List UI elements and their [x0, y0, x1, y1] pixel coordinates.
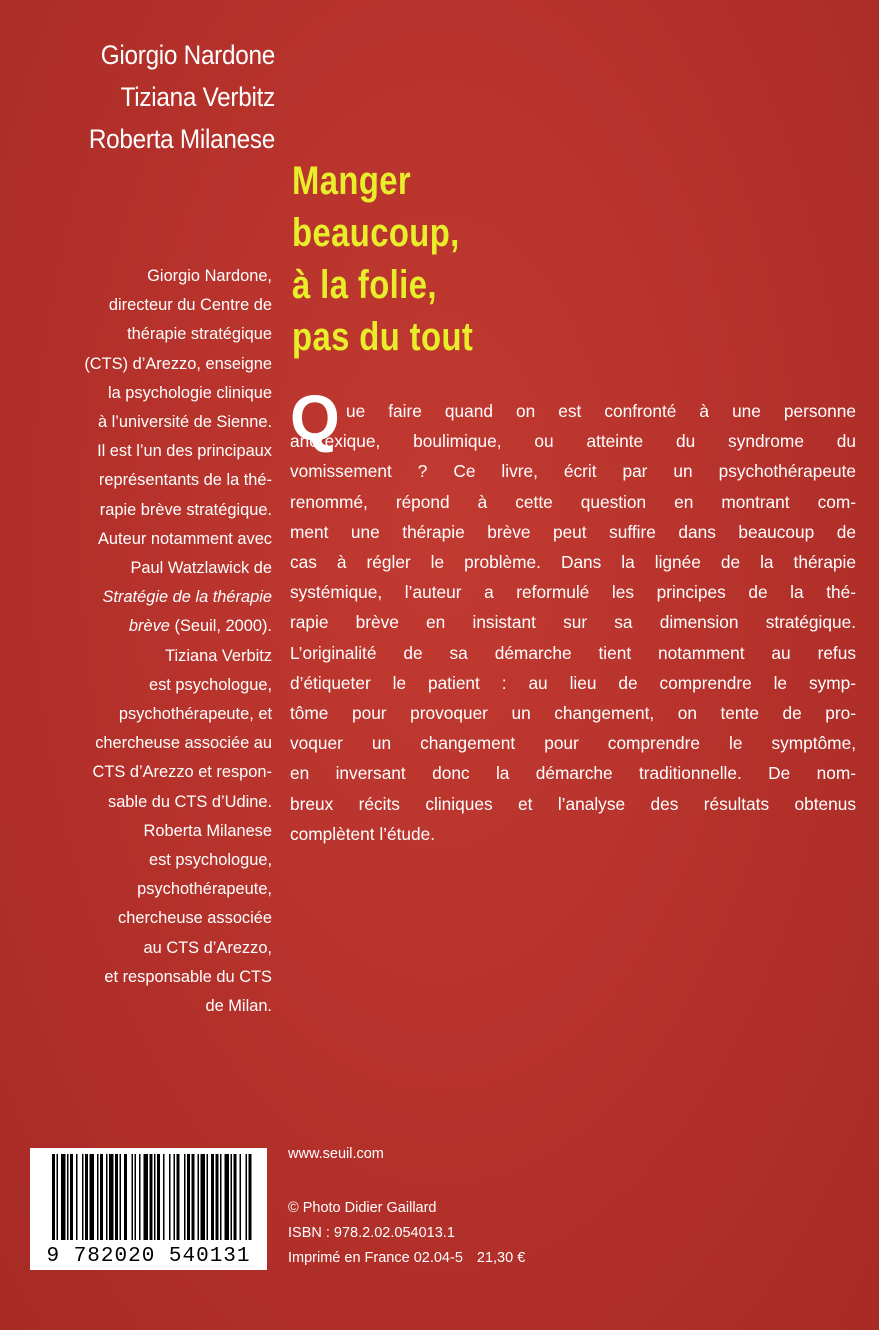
barcode-bar [135, 1154, 137, 1240]
barcode-bar [216, 1154, 219, 1240]
photo-credit: © Photo Didier Gaillard [288, 1200, 437, 1216]
bio-line: représentants de la thé- [98, 471, 272, 490]
barcode-bar [97, 1154, 99, 1240]
barcode-bars [30, 1154, 267, 1254]
bio-line: chercheuse associée [118, 909, 272, 928]
bio-line: psychothérapeute, [137, 880, 272, 899]
publisher-year: (Seuil, 2000). [174, 617, 272, 636]
bio-line: thérapie stratégique [127, 325, 272, 344]
barcode-bar [249, 1154, 252, 1240]
description-line: breux récits cliniques et l’analyse des résultats obtenus [290, 793, 856, 814]
barcode-bar [163, 1154, 165, 1240]
barcode-bar [187, 1154, 190, 1240]
bio-line: chercheuse associée au [95, 734, 272, 753]
bio-line: au CTS d’Arezzo, [143, 938, 272, 957]
author-name: Roberta Milanese [88, 124, 275, 154]
imprint-info [288, 1196, 525, 1271]
title-line: à la folie, [292, 263, 437, 307]
price: 21,30 € [476, 1250, 526, 1266]
bio-line: Paul Watzlawick de [130, 559, 272, 578]
bio-line: psychothérapeute, et [118, 705, 272, 724]
bio-line: la psychologie clinique [107, 383, 272, 402]
description-line: d’étiqueter le patient : au lieu de comprendre le symp- [290, 672, 856, 693]
barcode-bar [154, 1154, 156, 1240]
author-names [46, 34, 276, 160]
book-reference: Stratégie de la thérapie [102, 588, 272, 607]
barcode-bar [192, 1154, 195, 1240]
description-line: cas à régler le problème. Dans la lignée de la thérapie [290, 552, 856, 573]
barcode-bar [231, 1154, 233, 1240]
barcode-bar [157, 1154, 160, 1240]
author-name: Giorgio Nardone [100, 40, 275, 70]
isbn-text: ISBN : 978.2.02.054013.1 [288, 1225, 455, 1241]
book-title [292, 155, 620, 363]
barcode-bar [184, 1154, 186, 1240]
bio-line: et responsable du CTS [104, 967, 272, 986]
bio-line: à l’université de Sienne. [97, 413, 272, 432]
barcode-bar [82, 1154, 84, 1240]
barcode-bar [201, 1154, 206, 1240]
barcode-bar [115, 1154, 118, 1240]
barcode-bar [150, 1154, 153, 1240]
title-line: beaucoup, [292, 211, 460, 255]
barcode-bar [61, 1154, 66, 1240]
barcode-bar [177, 1154, 180, 1240]
bio-line: CTS d’Arezzo et respon- [92, 763, 272, 782]
bio-line: Roberta Milanese [143, 821, 272, 840]
barcode-bar [174, 1154, 176, 1240]
barcode-bar [67, 1154, 69, 1240]
barcode-bar [240, 1154, 242, 1240]
barcode-bar [90, 1154, 95, 1240]
barcode-bar [169, 1154, 171, 1240]
title-line: pas du tout [292, 315, 474, 359]
description-line: anorexique, boulimique, ou atteinte du syndrome du [290, 431, 856, 452]
barcode-bar [76, 1154, 78, 1240]
bio-line: Giorgio Nardone, [147, 267, 272, 285]
bio-line: de Milan. [205, 997, 272, 1016]
drop-cap: Q [290, 382, 340, 454]
bio-line [20, 583, 272, 612]
bio-line: rapie brève stratégique. [99, 500, 272, 519]
barcode-bar [139, 1154, 141, 1240]
barcode-bar [57, 1154, 59, 1240]
printed-in: Imprimé en France 02.04-5 [288, 1250, 463, 1266]
barcode-bar [207, 1154, 209, 1240]
title-line: Manger [292, 159, 412, 203]
barcode-bar [234, 1154, 237, 1240]
barcode-bar [52, 1154, 55, 1240]
barcode-bar [225, 1154, 230, 1240]
bio-line: sable du CTS d’Udine. [108, 792, 272, 811]
description-line: voquer un changement pour comprendre le symptôme, [290, 733, 856, 754]
barcode-bar [220, 1154, 222, 1240]
description-line: en inversant donc la démarche traditionnelle. De nom- [290, 763, 856, 784]
description-line: renommé, répond à cette question en montrant com- [290, 491, 856, 512]
barcode-digits: 9 782020 540131 [46, 1245, 251, 1268]
isbn-barcode [30, 1148, 267, 1270]
barcode-bar [70, 1154, 73, 1240]
barcode-bar [106, 1154, 108, 1240]
description-line: ue faire quand on est confronté à une personne [346, 401, 856, 421]
author-biography [20, 262, 272, 1021]
description-line: vomissement ? Ce livre, écrit par un psychothérapeute [290, 461, 856, 482]
barcode-bar [120, 1154, 122, 1240]
book-description [290, 396, 856, 849]
description-line: tôme pour provoquer un changement, on tente de pro- [290, 703, 856, 724]
bio-line: est psychologue, [148, 851, 272, 870]
publisher-website: www.seuil.com [288, 1146, 384, 1162]
print-line [288, 1246, 525, 1271]
bio-line: Il est l’un des principaux [97, 442, 272, 461]
bio-line: Tiziana Verbitz [165, 646, 272, 665]
barcode-bar [246, 1154, 248, 1240]
description-line: systémique, l’auteur a reformulé les principes de la thé- [290, 582, 856, 603]
barcode-bar [132, 1154, 134, 1240]
barcode-bar [211, 1154, 214, 1240]
book-reference: brève [128, 617, 170, 636]
description-line: L’originalité de sa démarche tient notamment au refus [290, 642, 856, 663]
description-line: rapie brève en insistant sur sa dimension stratégique. [290, 612, 856, 633]
bio-line: directeur du Centre de [108, 296, 272, 315]
barcode-bar [109, 1154, 114, 1240]
description-line: complètent l’étude. [290, 823, 436, 844]
bio-line: (CTS) d’Arezzo, enseigne [84, 354, 272, 373]
bio-line: Auteur notamment avec [97, 529, 272, 548]
barcode-bar [124, 1154, 127, 1240]
description-line: ment une thérapie brève peut suffire dans beaucoup de [290, 521, 856, 542]
bio-line [20, 612, 272, 641]
barcode-bar [198, 1154, 200, 1240]
bio-line: est psychologue, [148, 675, 272, 694]
barcode-bar [144, 1154, 149, 1240]
author-name: Tiziana Verbitz [120, 82, 276, 112]
barcode-bar [100, 1154, 103, 1240]
barcode-bar [85, 1154, 88, 1240]
